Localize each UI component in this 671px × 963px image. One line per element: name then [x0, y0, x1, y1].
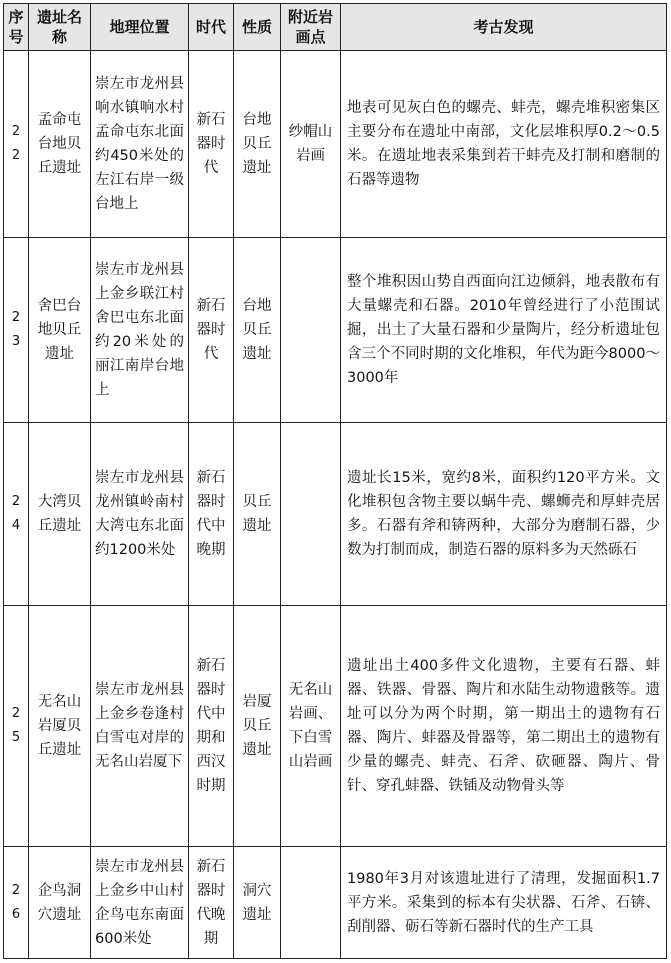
table-row: [4, 238, 667, 423]
cell-location: 崇左市龙州县上金乡中山村企鸟屯东南面600米处: [91, 847, 189, 959]
cell-findings: 地表可见灰白色的螺壳、蚌壳，螺壳堆积密集区主要分布在遗址中南部，文化层堆积厚0.2～0.5米。在遗址地表采集到若干蚌壳及打制和磨制的石器等遗物: [341, 51, 667, 238]
header-rock-art: 附近岩画点: [281, 4, 341, 51]
cell-name: 企鸟洞穴遗址: [29, 847, 91, 959]
cell-name: 无名山岩厦贝丘遗址: [29, 606, 91, 847]
cell-rock-art: [281, 238, 341, 423]
cell-no: 23: [4, 238, 29, 423]
cell-era: 新石器时代中期和西汉时期: [189, 606, 234, 847]
cell-name: 大湾贝丘遗址: [29, 423, 91, 606]
cell-era: 新石器时代晚期: [189, 847, 234, 959]
header-name: 遗址名称: [29, 4, 91, 51]
cell-findings: 1980年3月对该遗址进行了清理，发掘面积1.7平方米。采集到的标本有尖状器、石斧、石锛、刮削器、砺石等新石器时代的生产工具: [341, 847, 667, 959]
cell-location: 崇左市龙州县上金乡卷逢村白雪屯对岸的无名山岩厦下: [91, 606, 189, 847]
cell-findings: 整个堆积因山势自西面向江边倾斜，地表散布有大量螺壳和石器。2010年曾经进行了小范围试掘，出土了大量石器和少量陶片，经分析遗址包含三个不同时期的文化堆积，年代为距今8000～3000年: [341, 238, 667, 423]
table-row: [4, 51, 667, 238]
cell-no: 24: [4, 423, 29, 606]
header-findings: 考古发现: [341, 4, 667, 51]
cell-name: 孟命屯台地贝丘遗址: [29, 51, 91, 238]
header-type: 性质: [234, 4, 281, 51]
header-no: 序号: [4, 4, 29, 51]
cell-rock-art: 纱帽山岩画: [281, 51, 341, 238]
cell-findings: 遗址出土400多件文化遗物，主要有石器、蚌器、铁器、骨器、陶片和水陆生动物遗骸等。遗址可以分为两个时期，第一期出土的遗物有石器、陶片、蚌器及骨器等，第二期出土的遗物有少量的螺壳、蚌壳、石斧、砍砸器、陶片、骨针、穿孔蚌器、铁锸及动物骨头等: [341, 606, 667, 847]
cell-no: 26: [4, 847, 29, 959]
cell-era: 新石器时代中晚期: [189, 423, 234, 606]
archaeological-sites-table: [3, 3, 667, 959]
cell-rock-art: [281, 423, 341, 606]
header-location: 地理位置: [91, 4, 189, 51]
cell-type: 洞穴遗址: [234, 847, 281, 959]
cell-type: 贝丘遗址: [234, 423, 281, 606]
cell-name: 舍巴台地贝丘遗址: [29, 238, 91, 423]
header-era: 时代: [189, 4, 234, 51]
table-row: [4, 423, 667, 606]
header-row: [4, 4, 667, 51]
table-row: [4, 606, 667, 847]
cell-location: 崇左市龙州县上金乡联江村舍巴屯东北面约20米处的丽江南岸台地上: [91, 238, 189, 423]
cell-location: 崇左市龙州县响水镇响水村孟命屯东北面约450米处的左江右岸一级台地上: [91, 51, 189, 238]
cell-era: 新石器时代: [189, 51, 234, 238]
cell-findings: 遗址长15米，宽约8米，面积约120平方米。文化堆积包含物主要以蜗牛壳、螺蛳壳和厚蚌壳居多。石器有斧和锛两种，大部分为磨制石器，少数为打制而成，制造石器的原料多为天然砾石: [341, 423, 667, 606]
cell-type: 台地贝丘遗址: [234, 238, 281, 423]
table-row: [4, 847, 667, 959]
cell-type: 台地贝丘遗址: [234, 51, 281, 238]
cell-rock-art: 无名山岩画、下白雪山岩画: [281, 606, 341, 847]
cell-location: 崇左市龙州县龙州镇岭南村大湾屯东北面约1200米处: [91, 423, 189, 606]
cell-no: 25: [4, 606, 29, 847]
cell-type: 岩厦贝丘遗址: [234, 606, 281, 847]
cell-era: 新石器时代: [189, 238, 234, 423]
cell-rock-art: [281, 847, 341, 959]
cell-no: 22: [4, 51, 29, 238]
